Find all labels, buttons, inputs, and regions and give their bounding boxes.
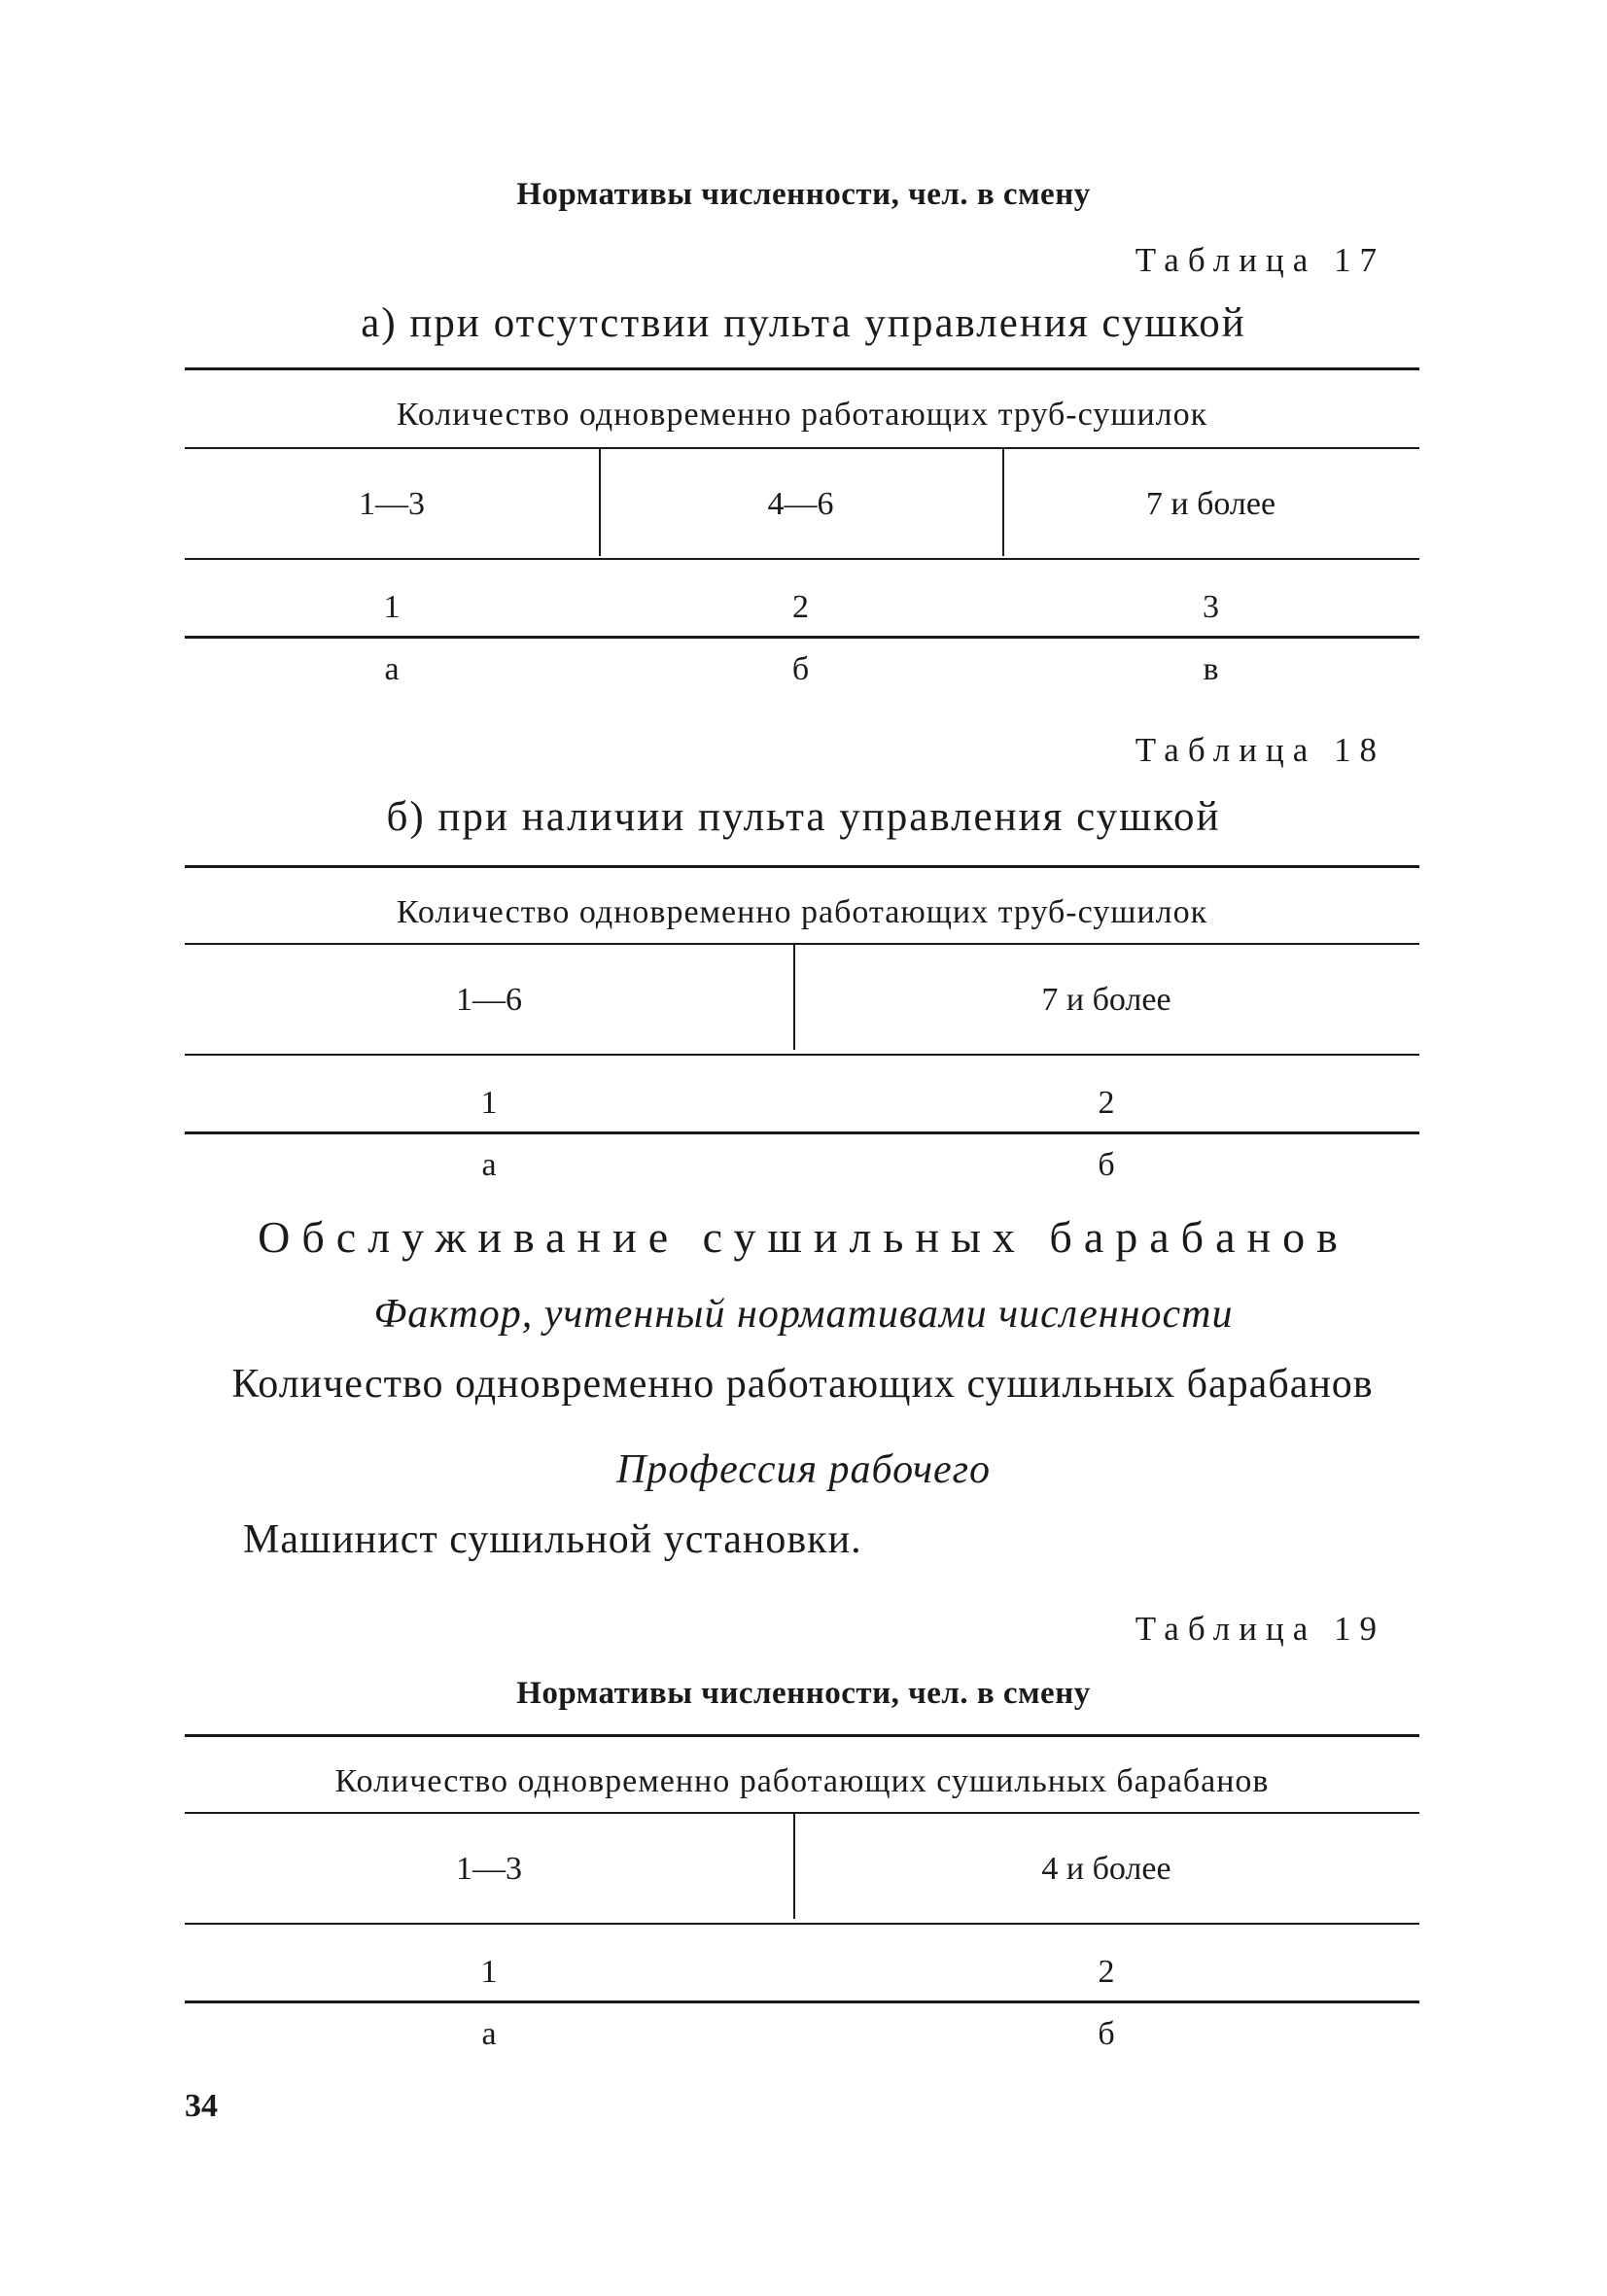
norms-heading: Нормативы численности, чел. в смену [516,177,1091,212]
table-17-rule-header [185,447,1419,449]
table-17-letter: в [1203,651,1219,687]
table-19-value: 1 [480,1954,498,1990]
table-17-value: 3 [1203,589,1219,625]
table-17-rule-bottom [185,636,1419,639]
table-18-rule-ranges [185,1054,1419,1056]
table-18-letter: а [481,1147,497,1183]
table-17-range: 1—3 [359,486,425,522]
table-19-rule-header [185,1812,1419,1814]
factor-heading: Фактор, учтенный нормативами численности [373,1292,1234,1337]
table-17-header: Количество одновременно работающих труб-сушилок [396,397,1208,433]
table-18-rule-top [185,865,1419,868]
profession-heading: Профессия рабочего [615,1447,992,1492]
table-18-value: 2 [1098,1085,1115,1121]
table-17-rule-top [185,367,1419,370]
table-17-range: 7 и более [1145,486,1276,522]
table-19-letter: а [481,2016,497,2052]
table-19-rule-bottom [185,2000,1419,2003]
table-19-value: 2 [1098,1954,1115,1990]
table-18-range: 1—6 [456,982,522,1018]
table-19-rule-ranges [185,1923,1419,1925]
table-17-rule-ranges [185,558,1419,560]
table-18-rule-header [185,943,1419,945]
table-19-header: Количество одновременно работающих сушильных барабанов [334,1763,1270,1799]
table-18-letter: б [1098,1147,1115,1183]
table-17-value: 1 [383,589,401,625]
table-19-heading: Нормативы численности, чел. в смену [516,1676,1091,1711]
table-17-letter: б [791,651,810,687]
table-18-header: Количество одновременно работающих труб-сушилок [396,894,1208,930]
profession-text: Машинист сушильной установки. [243,1517,862,1562]
table-17-range: 4—6 [767,486,834,522]
table-19-label: Таблица 19 [1135,1610,1385,1648]
table-19-letter: б [1098,2016,1115,2052]
table-18-rule-bottom [185,1131,1419,1134]
table-19-range: 4 и более [1041,1851,1171,1887]
table-19-range: 1—3 [456,1851,522,1887]
section-title: Обслуживание сушильных барабанов [258,1212,1349,1262]
factor-text: Количество одновременно работающих сушильных барабанов [231,1362,1374,1407]
table-18-label: Таблица 18 [1135,731,1385,769]
table-17-letter: а [384,651,400,687]
table-18-range: 7 и более [1041,982,1171,1018]
table-18-value: 1 [480,1085,498,1121]
table-19-rule-top [185,1734,1419,1737]
table-17-label: Таблица 17 [1135,241,1385,279]
page-number: 34 [185,2088,218,2124]
table-18-subtitle: б) при наличии пульта управления сушкой [386,794,1221,840]
table-17-subtitle: а) при отсутствии пульта управления сушкой [361,300,1246,346]
table-17-value: 2 [792,589,809,625]
